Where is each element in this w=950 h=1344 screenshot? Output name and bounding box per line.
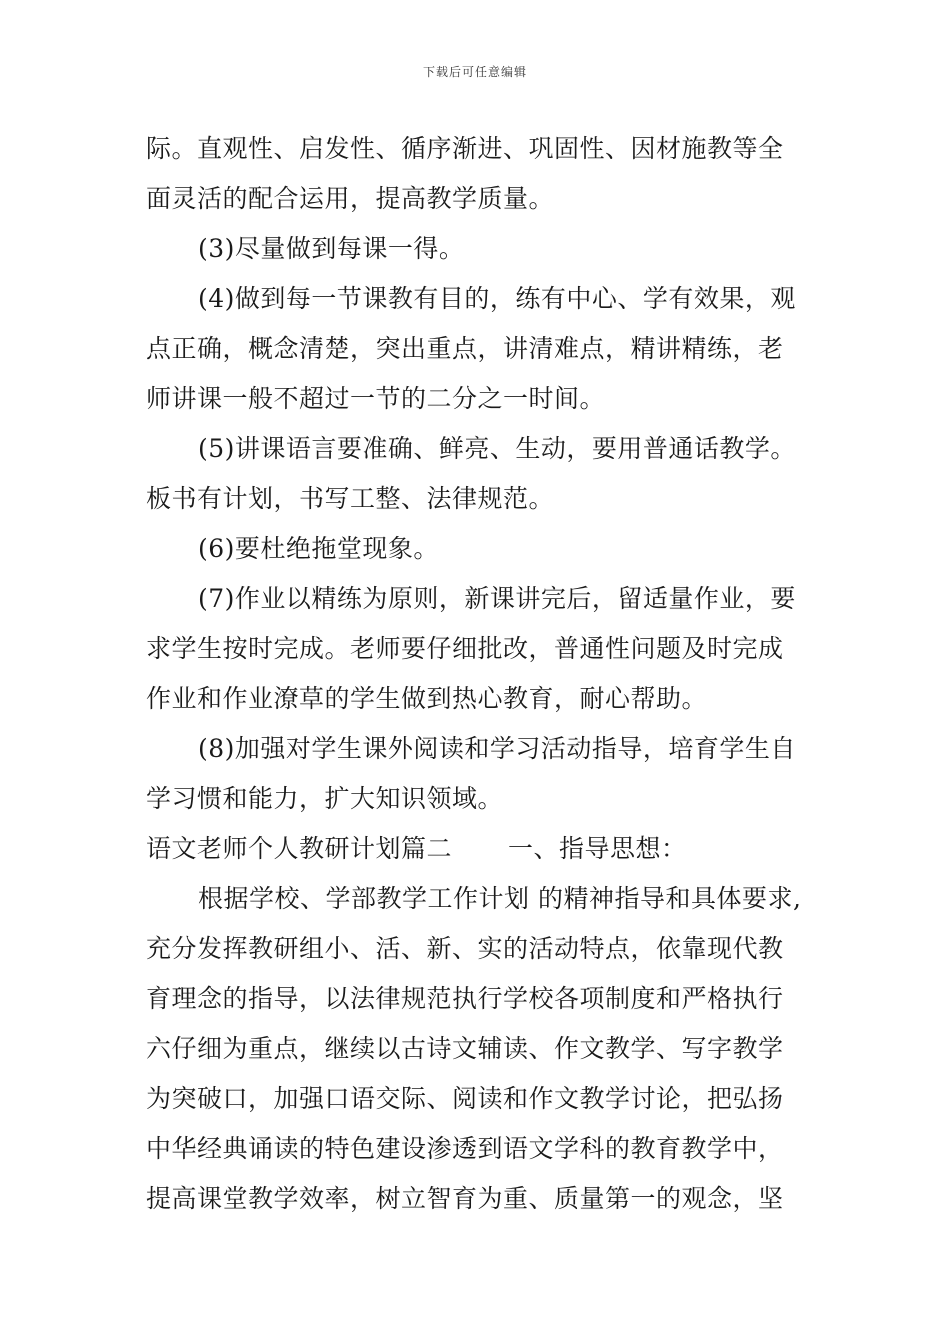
- list-item-7: (7)作业以精练为原则，新课讲完后，留适量作业，要: [198, 584, 796, 613]
- text-line: 学习惯和能力，扩大知识领域。: [146, 784, 504, 813]
- body-line: 中华经典诵读的特色建设渗透到语文学科的教育教学中，: [146, 1134, 784, 1163]
- body-line: 六仔细为重点，继续以古诗文辅读、作文教学、写字教学: [146, 1034, 784, 1063]
- list-item-4: (4)做到每一节课教有目的，练有中心、学有效果，观: [198, 284, 796, 313]
- section-heading-line: [146, 824, 816, 874]
- body-line: 提高课堂教学效率，树立智育为重、质量第一的观念，坚: [146, 1184, 784, 1213]
- body-line: 根据学校、学部教学工作计划 的精神指导和具体要求,: [198, 884, 802, 913]
- text-line: 作业和作业潦草的学生做到热心教育，耐心帮助。: [146, 684, 708, 713]
- list-item-8: (8)加强对学生课外阅读和学习活动指导，培育学生自: [198, 734, 796, 763]
- list-item-5: (5)讲课语言要准确、鲜亮、生动，要用普通话教学。: [198, 434, 796, 463]
- list-item-3: (3)尽量做到每课一得。: [198, 234, 465, 263]
- text-line: 师讲课一般不超过一节的二分之一时间。: [146, 384, 606, 413]
- section-title: 语文老师个人教研计划篇二: [146, 834, 453, 863]
- text-line: 板书有计划，书写工整、法律规范。: [146, 484, 555, 513]
- document-body: [146, 124, 816, 1224]
- body-line: 充分发挥教研组小、活、新、实的活动特点，依靠现代教: [146, 934, 784, 963]
- section-subheading: 一、指导思想：: [508, 834, 687, 863]
- text-line: 面灵活的配合运用，提高教学质量。: [146, 184, 555, 213]
- page-header: 下载后可任意编辑: [422, 65, 527, 79]
- text-line: 际。直观性、启发性、循序渐进、巩固性、因材施教等全: [146, 134, 784, 163]
- text-line: 求学生按时完成。老师要仔细批改，普通性问题及时完成: [146, 634, 784, 663]
- body-line: 为突破口，加强口语交际、阅读和作文教学讨论，把弘扬: [146, 1084, 784, 1113]
- body-line: 育理念的指导，以法律规范执行学校各项制度和严格执行: [146, 984, 784, 1013]
- list-item-6: (6)要杜绝拖堂现象。: [198, 534, 439, 563]
- text-line: 点正确，概念清楚，突出重点，讲清难点，精讲精练，老: [146, 334, 784, 363]
